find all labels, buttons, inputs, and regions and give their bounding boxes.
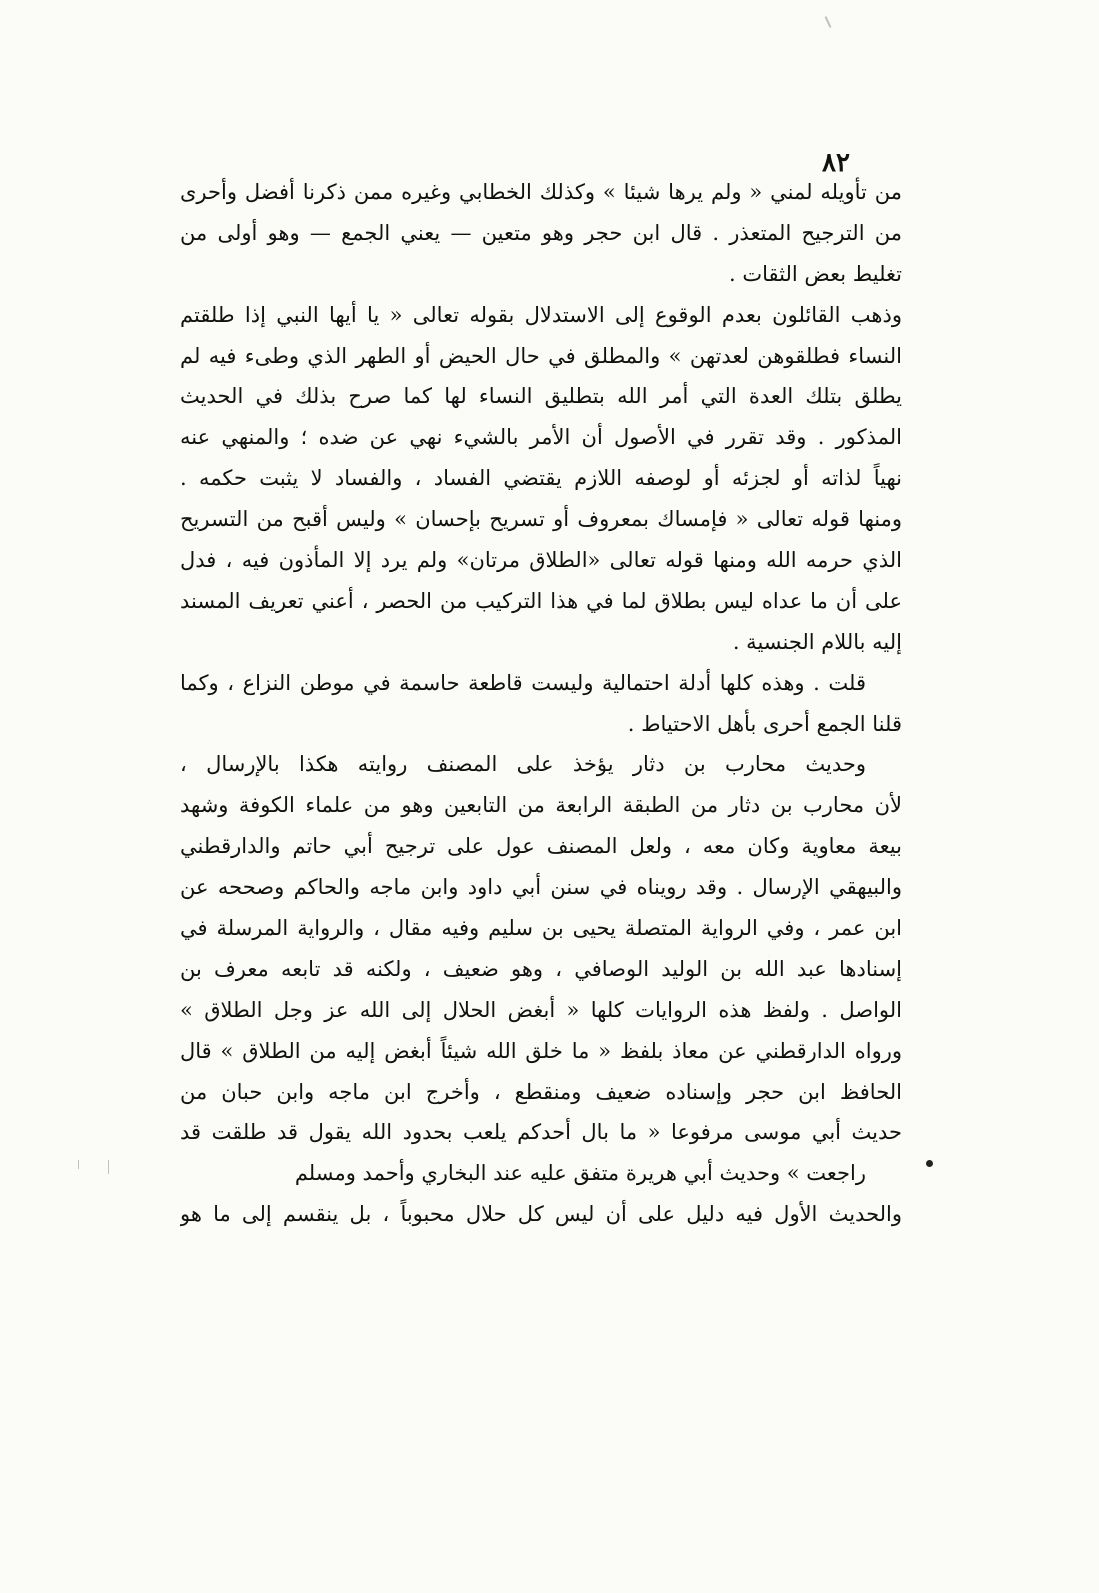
text-line: ومنها قوله تعالى « فإمساك بمعروف أو تسريح بإحسان » وليس أقبح من التسريح bbox=[180, 507, 902, 532]
text-line: يطلق بتلك العدة التي أمر الله بتطليق النساء لها كما صرح بذلك في الحديث bbox=[180, 384, 902, 409]
text-line: إليه باللام الجنسية . bbox=[732, 629, 902, 654]
body-text bbox=[180, 172, 902, 1235]
text-line: وذهب القائلون بعدم الوقوع إلى الاستدلال بقوله تعالى « يا أيها النبي إذا طلقتم bbox=[180, 302, 902, 327]
text-line: ورواه الدارقطني عن معاذ بلفظ « ما خلق الله شيئاً أبغض إليه من الطلاق » قال bbox=[180, 1038, 902, 1063]
text-line: المذكور . وقد تقرر في الأصول أن الأمر بالشيء نهي عن ضده ؛ والمنهي عنه bbox=[180, 425, 902, 450]
text-line: تغليط بعض الثقات . bbox=[729, 261, 902, 286]
text-line: قلت . وهذه كلها أدلة احتمالية وليست قاطعة حاسمة في موطن النزاع ، وكما bbox=[180, 670, 866, 695]
text-line: من الترجيح المتعذر . قال ابن حجر وهو متعين — يعني الجمع — وهو أولى من bbox=[180, 220, 902, 245]
text-line: الذي حرمه الله ومنها قوله تعالى «الطلاق مرتان» ولم يرد إلا المأذون فيه ، فدل bbox=[180, 548, 902, 573]
text-line: من تأويله لمني « ولم يرها شيئا » وكذلك الخطابي وغيره ممن ذكرنا أفضل وأحرى bbox=[180, 180, 902, 204]
text-line: والبيهقي الإرسال . وقد رويناه في سنن أبي داود وابن ماجه والحاكم وصححه عن bbox=[180, 875, 902, 900]
text-line: وحديث محارب بن دثار يؤخذ على المصنف روايته هكذا بالإرسال ، bbox=[180, 752, 866, 777]
text-line: بيعة معاوية وكان معه ، ولعل المصنف عول على ترجيح أبي حاتم والدارقطني bbox=[180, 834, 902, 859]
text-line: راجعت » وحديث أبي هريرة متفق عليه عند البخاري وأحمد ومسلم bbox=[294, 1161, 866, 1186]
text-line: ابن عمر ، وفي الرواية المتصلة يحيى بن سليم وفيه مقال ، والرواية المرسلة في bbox=[180, 916, 902, 941]
text-line: الواصل . ولفظ هذه الروايات كلها « أبغض الحلال إلى الله عز وجل الطلاق » bbox=[180, 997, 902, 1022]
scan-speck bbox=[825, 16, 832, 28]
text-line: الحافظ ابن حجر وإسناده ضعيف ومنقطع ، وأخرج ابن ماجه وابن حبان من bbox=[180, 1079, 902, 1104]
text-line: على أن ما عداه ليس بطلاق لما في هذا التركيب من الحصر ، أعني تعريف المسند bbox=[180, 588, 902, 613]
text-line: قلنا الجمع أحرى بأهل الاحتياط . bbox=[627, 711, 902, 736]
margin-dot bbox=[926, 1160, 933, 1167]
scan-speck bbox=[108, 1160, 109, 1174]
text-line: إسنادها عبد الله بن الوليد الوصافي ، وهو ضعيف ، ولكنه قد تابعه معرف بن bbox=[180, 956, 902, 981]
text-line: لأن محارب بن دثار من الطبقة الرابعة من التابعين وهو من علماء الكوفة وشهد bbox=[180, 793, 902, 818]
text-line: والحديث الأول فيه دليل على أن ليس كل حلال محبوباً ، بل ينقسم إلى ما هو bbox=[180, 1202, 902, 1227]
text-line: النساء فطلقوهن لعدتهن » والمطلق في حال الحيض أو الطهر الذي وطىء فيه لم bbox=[180, 343, 902, 368]
page-number: ٨٢ bbox=[822, 148, 850, 178]
text-line: نهياً لذاته أو لجزئه أو لوصفه اللازم يقتضي الفساد ، والفساد لا يثبت حكمه . bbox=[180, 466, 902, 491]
text-line: حديث أبي موسى مرفوعا « ما بال أحدكم يلعب بحدود الله يقول قد طلقت قد bbox=[180, 1120, 902, 1145]
scan-speck bbox=[78, 1160, 79, 1169]
